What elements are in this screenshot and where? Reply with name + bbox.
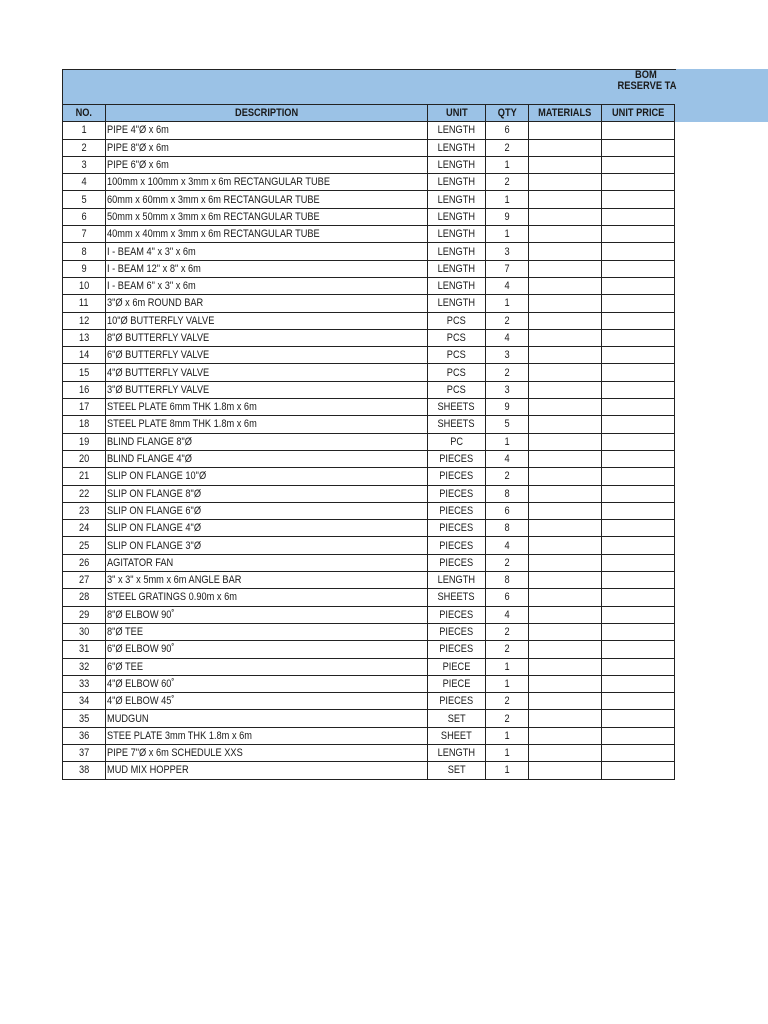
cell-description[interactable]: 3" x 3" x 5mm x 6m ANGLE BAR xyxy=(106,572,428,589)
table-row xyxy=(63,226,675,243)
cell-unit-price[interactable] xyxy=(602,641,675,658)
cell-qty[interactable]: 2 xyxy=(486,623,529,640)
table-row xyxy=(63,502,675,519)
cell-materials[interactable] xyxy=(529,623,602,640)
cell-unit[interactable]: PIECES xyxy=(428,450,486,467)
cell-description[interactable]: SLIP ON FLANGE 4"Ø xyxy=(106,520,428,537)
cell-no[interactable]: 31 xyxy=(63,641,106,658)
cell-unit-price[interactable] xyxy=(602,329,675,346)
cell-no[interactable]: 3 xyxy=(63,156,106,173)
cell-description[interactable]: I - BEAM 12" x 8" x 6m xyxy=(106,260,428,277)
cell-materials[interactable] xyxy=(529,762,602,779)
cell-qty[interactable]: 7 xyxy=(486,260,529,277)
cell-no[interactable]: 26 xyxy=(63,554,106,571)
table-row xyxy=(63,416,675,433)
cell-qty[interactable]: 3 xyxy=(486,243,529,260)
cell-unit[interactable]: PIECES xyxy=(428,520,486,537)
cell-materials[interactable] xyxy=(529,277,602,294)
cell-materials[interactable] xyxy=(529,364,602,381)
cell-description[interactable]: PIPE 7"Ø x 6m SCHEDULE XXS xyxy=(106,744,428,761)
cell-unit-price[interactable] xyxy=(602,122,675,139)
cell-no[interactable]: 27 xyxy=(63,572,106,589)
cell-materials[interactable] xyxy=(529,295,602,312)
cell-description[interactable]: STEEL GRATINGS 0.90m x 6m xyxy=(106,589,428,606)
cell-unit-price[interactable] xyxy=(602,381,675,398)
cell-qty[interactable]: 4 xyxy=(486,537,529,554)
cell-description[interactable]: 3"Ø x 6m ROUND BAR xyxy=(106,295,428,312)
cell-unit[interactable]: LENGTH xyxy=(428,243,486,260)
cell-materials[interactable] xyxy=(529,156,602,173)
cell-unit[interactable]: SHEETS xyxy=(428,399,486,416)
table-row xyxy=(63,312,675,329)
cell-qty[interactable]: 4 xyxy=(486,277,529,294)
cell-no[interactable]: 36 xyxy=(63,727,106,744)
table-row xyxy=(63,381,675,398)
cell-unit-price[interactable] xyxy=(602,468,675,485)
cell-no[interactable]: 23 xyxy=(63,502,106,519)
cell-description[interactable]: 8"Ø ELBOW 90˚ xyxy=(106,606,428,623)
cell-unit[interactable]: PIECES xyxy=(428,502,486,519)
table-row xyxy=(63,572,675,589)
cell-materials[interactable] xyxy=(529,399,602,416)
cell-materials[interactable] xyxy=(529,450,602,467)
cell-no[interactable]: 7 xyxy=(63,226,106,243)
cell-description[interactable]: PIPE 6"Ø x 6m xyxy=(106,156,428,173)
table-row xyxy=(63,606,675,623)
cell-no[interactable]: 5 xyxy=(63,191,106,208)
cell-no[interactable]: 20 xyxy=(63,450,106,467)
cell-qty[interactable]: 1 xyxy=(486,156,529,173)
cell-description[interactable]: 10"Ø BUTTERFLY VALVE xyxy=(106,312,428,329)
cell-no[interactable]: 24 xyxy=(63,520,106,537)
header-band-overflow xyxy=(676,69,768,122)
cell-qty[interactable]: 2 xyxy=(486,364,529,381)
table-row xyxy=(63,744,675,761)
cell-unit-price[interactable] xyxy=(602,658,675,675)
cell-qty[interactable]: 1 xyxy=(486,675,529,692)
cell-description[interactable]: 6"Ø TEE xyxy=(106,658,428,675)
cell-no[interactable]: 19 xyxy=(63,433,106,450)
column-header-materials[interactable]: MATERIALS xyxy=(529,105,602,122)
cell-unit[interactable]: PCS xyxy=(428,329,486,346)
cell-no[interactable]: 18 xyxy=(63,416,106,433)
cell-materials[interactable] xyxy=(529,208,602,225)
table-row xyxy=(63,277,675,294)
cell-description[interactable]: PIPE 8"Ø x 6m xyxy=(106,139,428,156)
cell-qty[interactable]: 9 xyxy=(486,399,529,416)
cell-no[interactable]: 32 xyxy=(63,658,106,675)
cell-unit[interactable]: LENGTH xyxy=(428,139,486,156)
cell-unit[interactable]: PIECES xyxy=(428,606,486,623)
cell-unit-price[interactable] xyxy=(602,762,675,779)
cell-qty[interactable]: 1 xyxy=(486,295,529,312)
cell-unit-price[interactable] xyxy=(602,312,675,329)
cell-unit[interactable]: PIECES xyxy=(428,693,486,710)
cell-qty[interactable]: 1 xyxy=(486,762,529,779)
cell-qty[interactable]: 4 xyxy=(486,606,529,623)
cell-unit-price[interactable] xyxy=(602,589,675,606)
cell-no[interactable]: 29 xyxy=(63,606,106,623)
cell-materials[interactable] xyxy=(529,312,602,329)
cell-description[interactable]: 100mm x 100mm x 3mm x 6m RECTANGULAR TUBE xyxy=(106,174,428,191)
cell-no[interactable]: 25 xyxy=(63,537,106,554)
table-row xyxy=(63,329,675,346)
cell-unit-price[interactable] xyxy=(602,675,675,692)
cell-qty[interactable]: 2 xyxy=(486,468,529,485)
table-row xyxy=(63,295,675,312)
cell-no[interactable]: 34 xyxy=(63,693,106,710)
cell-unit-price[interactable] xyxy=(602,399,675,416)
table-row xyxy=(63,450,675,467)
cell-qty[interactable]: 6 xyxy=(486,589,529,606)
table-row xyxy=(63,174,675,191)
table-row xyxy=(63,208,675,225)
cell-qty[interactable]: 2 xyxy=(486,174,529,191)
cell-unit-price[interactable] xyxy=(602,450,675,467)
cell-description[interactable]: MUDGUN xyxy=(106,710,428,727)
cell-qty[interactable]: 1 xyxy=(486,658,529,675)
cell-qty[interactable]: 3 xyxy=(486,381,529,398)
cell-materials[interactable] xyxy=(529,174,602,191)
cell-no[interactable]: 30 xyxy=(63,623,106,640)
column-header-no[interactable]: NO. xyxy=(63,105,106,122)
cell-unit-price[interactable] xyxy=(602,191,675,208)
cell-no[interactable]: 13 xyxy=(63,329,106,346)
cell-materials[interactable] xyxy=(529,122,602,139)
cell-description[interactable]: BLIND FLANGE 4"Ø xyxy=(106,450,428,467)
cell-qty[interactable]: 1 xyxy=(486,191,529,208)
table-row xyxy=(63,520,675,537)
cell-qty[interactable]: 2 xyxy=(486,641,529,658)
cell-unit[interactable]: LENGTH xyxy=(428,277,486,294)
cell-description[interactable]: BLIND FLANGE 8"Ø xyxy=(106,433,428,450)
table-row xyxy=(63,139,675,156)
cell-unit-price[interactable] xyxy=(602,744,675,761)
cell-unit[interactable]: LENGTH xyxy=(428,260,486,277)
cell-unit[interactable]: PC xyxy=(428,433,486,450)
cell-description[interactable]: STEE PLATE 3mm THK 1.8m x 6m xyxy=(106,727,428,744)
column-header-unit-price[interactable]: UNIT PRICE xyxy=(602,105,675,122)
cell-qty[interactable]: 4 xyxy=(486,450,529,467)
cell-materials[interactable] xyxy=(529,381,602,398)
table-row xyxy=(63,537,675,554)
table-row xyxy=(63,675,675,692)
cell-no[interactable]: 10 xyxy=(63,277,106,294)
cell-no[interactable]: 17 xyxy=(63,399,106,416)
cell-materials[interactable] xyxy=(529,537,602,554)
table-row xyxy=(63,485,675,502)
cell-unit-price[interactable] xyxy=(602,174,675,191)
table-row xyxy=(63,468,675,485)
cell-unit-price[interactable] xyxy=(602,485,675,502)
cell-no[interactable]: 38 xyxy=(63,762,106,779)
cell-unit-price[interactable] xyxy=(602,295,675,312)
cell-unit[interactable]: PIECES xyxy=(428,468,486,485)
cell-materials[interactable] xyxy=(529,502,602,519)
cell-no[interactable]: 2 xyxy=(63,139,106,156)
cell-qty[interactable]: 2 xyxy=(486,139,529,156)
cell-no[interactable]: 1 xyxy=(63,122,106,139)
cell-unit-price[interactable] xyxy=(602,710,675,727)
table-row xyxy=(63,710,675,727)
cell-no[interactable]: 33 xyxy=(63,675,106,692)
cell-description[interactable]: MUD MIX HOPPER xyxy=(106,762,428,779)
cell-materials[interactable] xyxy=(529,468,602,485)
cell-materials[interactable] xyxy=(529,727,602,744)
cell-description[interactable]: PIPE 4"Ø x 6m xyxy=(106,122,428,139)
cell-materials[interactable] xyxy=(529,744,602,761)
cell-materials[interactable] xyxy=(529,606,602,623)
cell-qty[interactable]: 5 xyxy=(486,416,529,433)
cell-unit[interactable]: PIECE xyxy=(428,675,486,692)
column-header-description[interactable]: DESCRIPTION xyxy=(106,105,428,122)
cell-description[interactable]: 6"Ø BUTTERFLY VALVE xyxy=(106,347,428,364)
cell-qty[interactable]: 4 xyxy=(486,329,529,346)
cell-unit-price[interactable] xyxy=(602,347,675,364)
cell-qty[interactable]: 2 xyxy=(486,312,529,329)
cell-unit-price[interactable] xyxy=(602,520,675,537)
cell-materials[interactable] xyxy=(529,243,602,260)
cell-no[interactable]: 8 xyxy=(63,243,106,260)
table-row xyxy=(63,727,675,744)
cell-qty[interactable]: 1 xyxy=(486,727,529,744)
cell-no[interactable]: 12 xyxy=(63,312,106,329)
cell-qty[interactable]: 8 xyxy=(486,520,529,537)
cell-qty[interactable]: 1 xyxy=(486,226,529,243)
table-row xyxy=(63,658,675,675)
cell-no[interactable]: 28 xyxy=(63,589,106,606)
cell-unit-price[interactable] xyxy=(602,572,675,589)
cell-materials[interactable] xyxy=(529,572,602,589)
cell-unit[interactable]: SET xyxy=(428,762,486,779)
cell-unit[interactable]: LENGTH xyxy=(428,174,486,191)
cell-materials[interactable] xyxy=(529,139,602,156)
cell-qty[interactable]: 1 xyxy=(486,433,529,450)
cell-unit[interactable]: LENGTH xyxy=(428,208,486,225)
table-row xyxy=(63,122,675,139)
cell-unit[interactable]: PCS xyxy=(428,347,486,364)
cell-unit[interactable]: LENGTH xyxy=(428,295,486,312)
cell-no[interactable]: 15 xyxy=(63,364,106,381)
cell-description[interactable]: 4"Ø ELBOW 45˚ xyxy=(106,693,428,710)
cell-materials[interactable] xyxy=(529,641,602,658)
cell-qty[interactable]: 2 xyxy=(486,710,529,727)
cell-no[interactable]: 4 xyxy=(63,174,106,191)
table-row xyxy=(63,364,675,381)
cell-materials[interactable] xyxy=(529,589,602,606)
cell-description[interactable]: 60mm x 60mm x 3mm x 6m RECTANGULAR TUBE xyxy=(106,191,428,208)
cell-no[interactable]: 16 xyxy=(63,381,106,398)
sheet-title-reserve: RESERVE TA xyxy=(617,80,677,92)
cell-unit[interactable]: PIECES xyxy=(428,554,486,571)
cell-no[interactable]: 11 xyxy=(63,295,106,312)
cell-description[interactable]: I - BEAM 6" x 3" x 6m xyxy=(106,277,428,294)
cell-unit-price[interactable] xyxy=(602,156,675,173)
cell-materials[interactable] xyxy=(529,710,602,727)
table-row xyxy=(63,260,675,277)
column-header-row xyxy=(63,105,675,122)
cell-materials[interactable] xyxy=(529,226,602,243)
cell-unit[interactable]: LENGTH xyxy=(428,156,486,173)
cell-description[interactable]: SLIP ON FLANGE 6"Ø xyxy=(106,502,428,519)
cell-materials[interactable] xyxy=(529,693,602,710)
cell-unit-price[interactable] xyxy=(602,226,675,243)
table-top-border xyxy=(62,69,676,70)
cell-qty[interactable]: 8 xyxy=(486,485,529,502)
cell-unit-price[interactable] xyxy=(602,554,675,571)
cell-description[interactable]: STEEL PLATE 8mm THK 1.8m x 6m xyxy=(106,416,428,433)
cell-description[interactable]: I - BEAM 4" x 3" x 6m xyxy=(106,243,428,260)
cell-unit[interactable]: PIECES xyxy=(428,485,486,502)
cell-qty[interactable]: 2 xyxy=(486,693,529,710)
cell-description[interactable]: 6"Ø ELBOW 90˚ xyxy=(106,641,428,658)
cell-qty[interactable]: 3 xyxy=(486,347,529,364)
table-row xyxy=(63,347,675,364)
cell-description[interactable]: 8"Ø BUTTERFLY VALVE xyxy=(106,329,428,346)
bom-table-body xyxy=(63,122,675,779)
cell-unit-price[interactable] xyxy=(602,277,675,294)
cell-unit[interactable]: PCS xyxy=(428,381,486,398)
cell-description[interactable]: 4"Ø BUTTERFLY VALVE xyxy=(106,364,428,381)
cell-unit[interactable]: PCS xyxy=(428,364,486,381)
cell-unit[interactable]: LENGTH xyxy=(428,572,486,589)
cell-unit[interactable]: SHEETS xyxy=(428,416,486,433)
cell-qty[interactable]: 8 xyxy=(486,572,529,589)
cell-unit-price[interactable] xyxy=(602,243,675,260)
column-header-unit[interactable]: UNIT xyxy=(428,105,486,122)
cell-description[interactable]: STEEL PLATE 6mm THK 1.8m x 6m xyxy=(106,399,428,416)
table-row xyxy=(63,693,675,710)
cell-no[interactable]: 35 xyxy=(63,710,106,727)
cell-description[interactable]: SLIP ON FLANGE 10"Ø xyxy=(106,468,428,485)
cell-materials[interactable] xyxy=(529,675,602,692)
cell-qty[interactable]: 6 xyxy=(486,502,529,519)
cell-description[interactable]: 3"Ø BUTTERFLY VALVE xyxy=(106,381,428,398)
cell-unit[interactable]: SHEET xyxy=(428,727,486,744)
cell-qty[interactable]: 9 xyxy=(486,208,529,225)
cell-description[interactable]: 4"Ø ELBOW 60˚ xyxy=(106,675,428,692)
cell-unit[interactable]: LENGTH xyxy=(428,226,486,243)
cell-materials[interactable] xyxy=(529,485,602,502)
cell-unit-price[interactable] xyxy=(602,693,675,710)
cell-materials[interactable] xyxy=(529,416,602,433)
table-row xyxy=(63,399,675,416)
cell-unit[interactable]: SHEETS xyxy=(428,589,486,606)
cell-unit-price[interactable] xyxy=(602,502,675,519)
cell-description[interactable]: 8"Ø TEE xyxy=(106,623,428,640)
cell-unit-price[interactable] xyxy=(602,139,675,156)
cell-unit[interactable]: LENGTH xyxy=(428,744,486,761)
cell-no[interactable]: 14 xyxy=(63,347,106,364)
cell-no[interactable]: 21 xyxy=(63,468,106,485)
cell-unit-price[interactable] xyxy=(602,433,675,450)
cell-description[interactable]: 40mm x 40mm x 3mm x 6m RECTANGULAR TUBE xyxy=(106,226,428,243)
table-row xyxy=(63,762,675,779)
cell-materials[interactable] xyxy=(529,520,602,537)
cell-materials[interactable] xyxy=(529,329,602,346)
cell-materials[interactable] xyxy=(529,347,602,364)
cell-materials[interactable] xyxy=(529,191,602,208)
table-row xyxy=(63,623,675,640)
cell-no[interactable]: 37 xyxy=(63,744,106,761)
cell-no[interactable]: 22 xyxy=(63,485,106,502)
cell-unit-price[interactable] xyxy=(602,208,675,225)
table-row xyxy=(63,554,675,571)
cell-unit-price[interactable] xyxy=(602,606,675,623)
cell-unit-price[interactable] xyxy=(602,260,675,277)
cell-unit-price[interactable] xyxy=(602,623,675,640)
column-header-qty[interactable]: QTY xyxy=(486,105,529,122)
cell-unit[interactable]: SET xyxy=(428,710,486,727)
cell-materials[interactable] xyxy=(529,554,602,571)
cell-unit[interactable]: PIECES xyxy=(428,537,486,554)
cell-unit[interactable]: PIECES xyxy=(428,641,486,658)
cell-unit[interactable]: PIECES xyxy=(428,623,486,640)
cell-no[interactable]: 6 xyxy=(63,208,106,225)
cell-description[interactable]: 50mm x 50mm x 3mm x 6m RECTANGULAR TUBE xyxy=(106,208,428,225)
cell-unit[interactable]: LENGTH xyxy=(428,122,486,139)
cell-unit[interactable]: PIECE xyxy=(428,658,486,675)
table-row xyxy=(63,589,675,606)
cell-unit[interactable]: PCS xyxy=(428,312,486,329)
cell-no[interactable]: 9 xyxy=(63,260,106,277)
cell-unit-price[interactable] xyxy=(602,416,675,433)
cell-unit-price[interactable] xyxy=(602,364,675,381)
sheet-title-bom: BOM xyxy=(634,69,657,81)
cell-qty[interactable]: 1 xyxy=(486,744,529,761)
cell-materials[interactable] xyxy=(529,433,602,450)
cell-description[interactable]: AGITATOR FAN xyxy=(106,554,428,571)
table-row xyxy=(63,433,675,450)
cell-materials[interactable] xyxy=(529,260,602,277)
table-row xyxy=(63,156,675,173)
cell-qty[interactable]: 2 xyxy=(486,554,529,571)
cell-unit[interactable]: LENGTH xyxy=(428,191,486,208)
cell-unit-price[interactable] xyxy=(602,537,675,554)
table-row xyxy=(63,191,675,208)
table-row xyxy=(63,641,675,658)
cell-unit-price[interactable] xyxy=(602,727,675,744)
cell-description[interactable]: SLIP ON FLANGE 8"Ø xyxy=(106,485,428,502)
cell-description[interactable]: SLIP ON FLANGE 3"Ø xyxy=(106,537,428,554)
table-row xyxy=(63,243,675,260)
bom-table xyxy=(62,104,675,780)
table-left-border xyxy=(62,69,63,105)
cell-qty[interactable]: 6 xyxy=(486,122,529,139)
cell-materials[interactable] xyxy=(529,658,602,675)
